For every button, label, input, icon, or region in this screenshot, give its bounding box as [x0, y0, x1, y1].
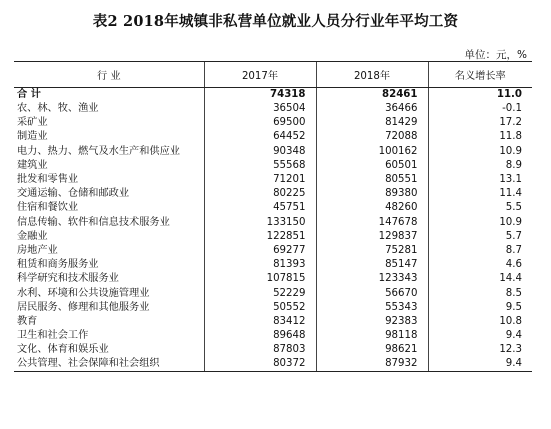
cell-growth: 8.7 [428, 244, 532, 258]
table-row [14, 315, 532, 329]
cell-2017: 69500 [204, 116, 316, 130]
cell-industry: 金融业 [17, 230, 48, 242]
cell-industry: 交通运输、仓储和邮政业 [17, 188, 130, 200]
cell-2018: 123343 [316, 272, 428, 286]
cell-2017: 107815 [204, 272, 316, 286]
cell-growth: 12.3 [428, 343, 532, 357]
cell-growth: 11.4 [428, 187, 532, 201]
cell-growth: 9.5 [428, 301, 532, 315]
cell-2017: 55568 [204, 159, 316, 173]
cell-2017: 50552 [204, 301, 316, 315]
cell-2017: 69277 [204, 244, 316, 258]
cell-industry: 文化、体育和娱乐业 [17, 344, 109, 356]
cell-industry: 合 计 [17, 89, 41, 100]
cell-growth: 11.8 [428, 130, 532, 144]
cell-2018: 92383 [316, 315, 428, 329]
cell-2018: 55343 [316, 301, 428, 315]
cell-2017: 64452 [204, 130, 316, 144]
cell-2018: 129837 [316, 230, 428, 244]
cell-industry: 科学研究和技术服务业 [17, 273, 119, 285]
cell-growth: -0.1 [428, 102, 532, 116]
cell-industry: 居民服务、修理和其他服务业 [17, 301, 150, 313]
cell-growth: 8.5 [428, 286, 532, 300]
cell-2017: 80372 [204, 357, 316, 372]
cell-growth: 5.7 [428, 230, 532, 244]
unit-note: 单位：元，% [464, 49, 527, 61]
cell-2017: 45751 [204, 201, 316, 215]
cell-growth: 10.9 [428, 145, 532, 159]
wage-table [14, 61, 532, 372]
table-row [14, 357, 532, 372]
cell-growth: 10.9 [428, 216, 532, 230]
cell-2017: 90348 [204, 145, 316, 159]
table-row [14, 216, 532, 230]
cell-2018: 81429 [316, 116, 428, 130]
cell-industry: 电力、热力、燃气及水生产和供应业 [17, 145, 180, 157]
table-row [14, 244, 532, 258]
cell-2017: 71201 [204, 173, 316, 187]
cell-2018: 98621 [316, 343, 428, 357]
cell-industry: 公共管理、社会保障和社会组织 [14, 357, 204, 372]
table-row [14, 173, 532, 187]
table-row [14, 343, 532, 357]
cell-2018: 87932 [316, 357, 428, 372]
table-row [14, 116, 532, 130]
cell-2017: 74318 [204, 88, 316, 103]
table-title: 表2 2018年城镇非私营单位就业人员分行业年平均工资 [92, 13, 459, 30]
table-row [14, 272, 532, 286]
cell-industry: 制造业 [17, 131, 48, 143]
cell-growth: 17.2 [428, 116, 532, 130]
cell-2018: 56670 [316, 286, 428, 300]
cell-growth: 8.9 [428, 159, 532, 173]
cell-2018: 82461 [316, 88, 428, 103]
cell-2018: 147678 [316, 216, 428, 230]
cell-industry: 住宿和餐饮业 [17, 202, 79, 214]
table-row [14, 301, 532, 315]
table-row [14, 258, 532, 272]
cell-2017: 80225 [204, 187, 316, 201]
cell-growth: 9.4 [428, 329, 532, 343]
cell-industry: 信息传输、软件和信息技术服务业 [17, 216, 170, 228]
table-row [14, 201, 532, 215]
cell-2018: 100162 [316, 145, 428, 159]
cell-industry: 租赁和商务服务业 [17, 259, 99, 271]
cell-growth: 5.5 [428, 201, 532, 215]
cell-2017: 52229 [204, 286, 316, 300]
cell-2017: 133150 [204, 216, 316, 230]
cell-2018: 75281 [316, 244, 428, 258]
cell-industry: 水利、环境和公共设施管理业 [17, 287, 150, 299]
cell-2018: 60501 [316, 159, 428, 173]
cell-industry: 采矿业 [17, 117, 48, 129]
cell-2017: 81393 [204, 258, 316, 272]
cell-industry: 房地产业 [17, 244, 58, 256]
cell-2018: 72088 [316, 130, 428, 144]
cell-2018: 36466 [316, 102, 428, 116]
cell-growth: 9.4 [428, 357, 532, 372]
table-row [14, 286, 532, 300]
cell-growth: 11.0 [428, 88, 532, 103]
table-body [14, 88, 532, 372]
cell-growth: 13.1 [428, 173, 532, 187]
header-2017: 2017年 [204, 62, 316, 88]
cell-industry: 教育 [17, 315, 38, 327]
table-row [14, 130, 532, 144]
cell-2018: 89380 [316, 187, 428, 201]
cell-2018: 48260 [316, 201, 428, 215]
table-row [14, 102, 532, 116]
header-industry: 行 业 [14, 62, 204, 88]
cell-growth: 14.4 [428, 272, 532, 286]
table-row [14, 329, 532, 343]
header-row [14, 62, 532, 88]
cell-industry: 卫生和社会工作 [17, 330, 89, 342]
cell-industry: 农、林、牧、渔业 [17, 103, 99, 115]
header-2018: 2018年 [316, 62, 428, 88]
cell-industry: 建筑业 [17, 159, 48, 171]
cell-2017: 36504 [204, 102, 316, 116]
header-growth: 名义增长率 [428, 62, 532, 88]
cell-2017: 122851 [204, 230, 316, 244]
cell-2018: 98118 [316, 329, 428, 343]
table-row [14, 187, 532, 201]
cell-2017: 89648 [204, 329, 316, 343]
cell-2017: 83412 [204, 315, 316, 329]
table-row [14, 230, 532, 244]
table-row [14, 145, 532, 159]
cell-growth: 4.6 [428, 258, 532, 272]
table-row [14, 159, 532, 173]
cell-2018: 85147 [316, 258, 428, 272]
total-row [14, 88, 532, 103]
cell-2017: 87803 [204, 343, 316, 357]
cell-growth: 10.8 [428, 315, 532, 329]
cell-industry: 批发和零售业 [17, 174, 79, 186]
cell-2018: 80551 [316, 173, 428, 187]
